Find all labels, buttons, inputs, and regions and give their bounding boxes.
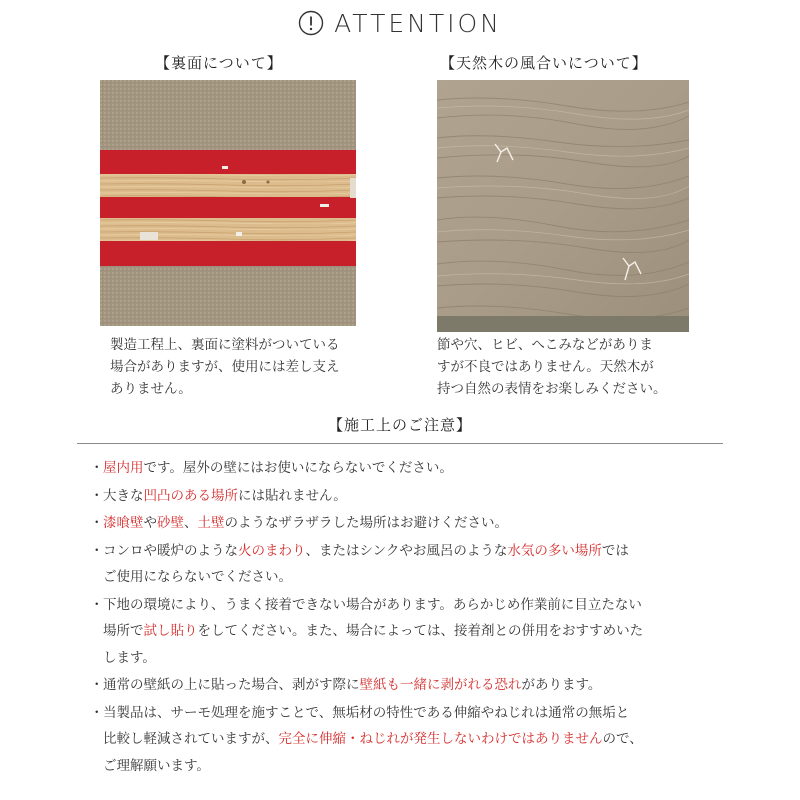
- body-text: します。: [103, 649, 156, 666]
- precaution-line: [103, 538, 730, 565]
- precautions-list: [90, 455, 730, 780]
- precaution-line: [103, 753, 730, 780]
- body-text: には貼れません。: [238, 487, 347, 504]
- page-title: ATTENTION: [334, 8, 502, 38]
- exclamation-circle-icon: [298, 10, 324, 36]
- back-section-label: 【裏面について】: [155, 54, 283, 72]
- body-text: があります。: [521, 677, 602, 693]
- section-divider: [77, 443, 723, 444]
- precaution-item: [90, 538, 730, 591]
- body-text: ご使用にならないでください。: [103, 569, 292, 585]
- bullet-marker: ・: [90, 542, 104, 559]
- natural-wood-photo: [437, 80, 689, 332]
- caption-line: 製造工程上、裏面に塗料がついている: [110, 337, 340, 353]
- back-side-illustration: [100, 80, 356, 326]
- precaution-line: [103, 483, 730, 510]
- body-text: 当製品は、サーモ処理を施すことで、無垢材の特性である伸縮やねじれは通常の無垢と: [103, 704, 630, 721]
- bullet-marker: ・: [90, 677, 104, 693]
- body-text: をしてください。また、場合によっては、接着剤との併用をおすすめいた: [197, 623, 644, 639]
- bullet-marker: ・: [90, 515, 104, 531]
- caption-line: すが不良ではありません。天然木が: [437, 359, 654, 375]
- body-text: 比較し軽減されていますが、: [103, 731, 279, 747]
- caption-line: 持つ自然の表情をお楽しみください。: [437, 381, 667, 397]
- body-text: 、またはシンクやお風呂のような: [305, 542, 508, 559]
- body-text: 下地の環境により、うまく接着できない場合があります。あらかじめ作業前に目立たない: [103, 596, 642, 613]
- notes-section-label: 【施工上のご注意】: [327, 416, 472, 434]
- emphasis-text: 凹凸のある場所: [143, 487, 238, 504]
- precaution-line: [103, 726, 730, 753]
- bullet-marker: ・: [90, 704, 104, 721]
- body-text: のようなザラザラした場所はお避けください。: [224, 515, 508, 531]
- emphasis-text: 完全に伸縮・ねじれが発生しないわけではありません: [278, 731, 603, 747]
- back-section-caption: [110, 334, 380, 400]
- emphasis-text: 試し貼り: [143, 623, 198, 639]
- precaution-item: [90, 700, 730, 780]
- emphasis-text: 水気の多い場所: [507, 542, 602, 559]
- body-text: 場所で: [103, 623, 144, 639]
- body-text: 大きな: [103, 487, 144, 504]
- precaution-line: [103, 510, 730, 537]
- wood-section-caption: [437, 334, 707, 400]
- body-text: 通常の壁紙の上に貼った場合、剥がす際に: [103, 677, 360, 693]
- body-text: コンロや暖炉のような: [103, 542, 238, 559]
- precaution-item: [90, 672, 730, 699]
- precaution-line: [103, 455, 730, 482]
- body-text: や: [143, 515, 157, 531]
- precaution-line: [103, 592, 730, 619]
- natural-wood-illustration: [437, 80, 689, 332]
- bullet-marker: ・: [90, 487, 104, 504]
- precaution-line: [103, 564, 730, 591]
- wood-section-label: 【天然木の風合いについて】: [440, 54, 648, 72]
- bullet-marker: ・: [90, 460, 104, 476]
- body-text: では: [601, 542, 629, 559]
- emphasis-text: 土壁: [197, 515, 225, 531]
- bullet-marker: ・: [90, 596, 104, 613]
- emphasis-text: 漆喰壁: [103, 515, 144, 531]
- precaution-line: [103, 672, 730, 699]
- emphasis-text: 火のまわり: [238, 542, 306, 559]
- caption-line: 節や穴、ヒビ、へこみなどがありま: [437, 337, 653, 353]
- body-text: 、: [184, 515, 198, 531]
- caption-line: 場合がありますが、使用には差し支え: [110, 359, 340, 375]
- emphasis-text: 砂壁: [157, 515, 184, 531]
- body-text: ので、: [602, 731, 643, 747]
- precaution-item: [90, 510, 730, 537]
- precaution-item: [90, 483, 730, 510]
- attention-header: [0, 6, 800, 40]
- caption-line: ありません。: [110, 381, 192, 397]
- body-text: です。屋外の壁にはお使いにならないでください。: [143, 460, 453, 476]
- precaution-line: [103, 618, 730, 645]
- emphasis-text: 壁紙も一緒に剥がれる恐れ: [359, 677, 522, 693]
- precaution-line: [103, 700, 730, 727]
- precaution-item: [90, 455, 730, 482]
- body-text: ご理解願います。: [103, 757, 210, 774]
- back-side-photo: [100, 80, 356, 326]
- precaution-line: [103, 645, 730, 672]
- emphasis-text: 屋内用: [103, 460, 144, 476]
- precaution-item: [90, 592, 730, 672]
